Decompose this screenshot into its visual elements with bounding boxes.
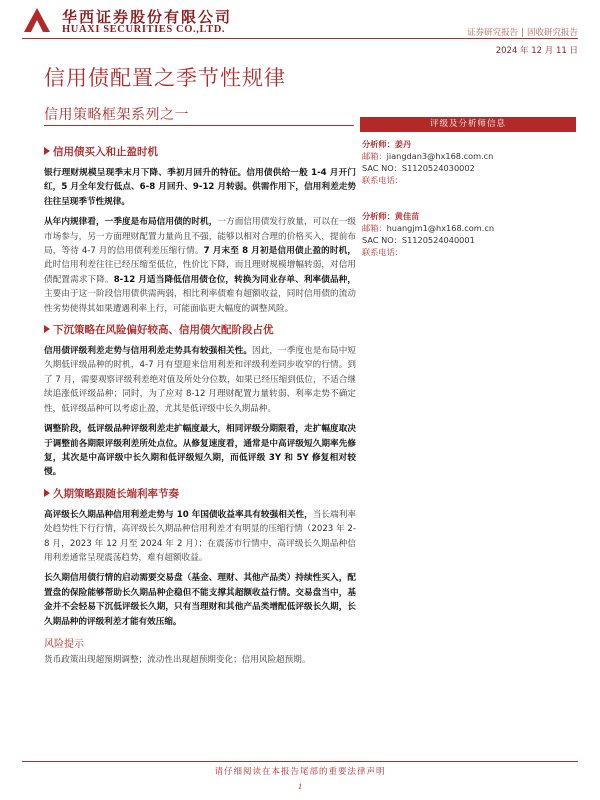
- body-text: 当长端利率处趋势性下行行情，高评级长久期品种信用利差才有明显的压缩行情（2023 年 2-8 月，2023 年 12 月至 2024 年 2 月）；在震荡市行情中，高评级长久期品种信用利差通常呈现震荡趋势，难有超额收益。: [44, 509, 356, 563]
- section-heading: [44, 486, 356, 501]
- analyst-name: 黄佳苗: [394, 211, 420, 221]
- triangle-bullet-icon: [44, 325, 50, 333]
- analyst-block-2: [360, 210, 576, 258]
- report-title: 信用债配置之季节性规律: [44, 66, 286, 90]
- sidebar-header: 评级及分析师信息: [360, 117, 576, 132]
- emphasis-text: 从年内规律看，一季度是布局信用债的时机，: [44, 217, 218, 228]
- company-name-cn: 华西证券股份有限公司: [62, 8, 233, 26]
- body-text: 一方面信用债发行放量，可以在一级市场参与，另一方面理财配置力量尚且不强，能够以相对合理的价格买入，提前布局，等待 4-7 月的信用债利差压缩行情。: [44, 217, 356, 257]
- risk-heading: 风险提示: [44, 638, 84, 650]
- emphasis-text: 长久期信用债行情的启动需要交易盘（基金、理财、其他产品类）持续性买入，配置盘的保险能够帮助长久期品种企稳但不能支撑其超额收益行情。交易盘当中，基金并不会轻易下沉低评级长久期，只有当理财和其他产品类增配低评级长久期，长久期品种的评级利差才能有效压缩。: [44, 573, 356, 627]
- body-paragraph: [44, 166, 356, 209]
- analyst-sac: SAC NO：S1120524040001: [362, 235, 475, 245]
- analyst-email: huangjm1@hx168.com.cn: [386, 223, 495, 233]
- company-name-en: HUAXI SECURITIES CO.,LTD.: [62, 24, 226, 35]
- main-content: [44, 138, 356, 673]
- report-type: 证券研究报告 | 固收研究报告: [467, 28, 578, 38]
- section-heading: [44, 322, 356, 337]
- report-type-1: 证券研究报告: [467, 28, 519, 38]
- page-number: 1: [297, 781, 303, 791]
- body-paragraph: [44, 422, 356, 480]
- footer-divider: [22, 761, 578, 762]
- triangle-bullet-icon: [44, 147, 50, 155]
- body-text: 主要由于这一阶段信用债供需两弱，相比利率债难有超额收益，同时信用债的流动性劣势使得其如果遭遇利率上行，可能面临更大幅度的调整风险。: [44, 289, 356, 314]
- subtitle-divider: [44, 125, 354, 126]
- section-heading-text: 久期策略跟随长端利率节奏: [53, 487, 179, 500]
- report-subtitle: 信用策略框架系列之一: [44, 107, 189, 123]
- analyst-sac: SAC NO：S1120524030002: [362, 163, 475, 173]
- body-paragraph: [44, 344, 356, 416]
- triangle-bullet-icon: [44, 489, 50, 497]
- legal-notice: 请仔细阅读在本报告尾部的重要法律声明: [214, 767, 386, 777]
- analyst-label: 分析师：: [362, 139, 395, 149]
- body-text: 因此，一季度也是布局中短久期低评级品种的时机，4-7 月有望迎来信用利差和评级利差同步收窄的行情。到了 7 月，需要观察评级利差绝对值及所处分位数，如果已经压缩到低位，不适合继续追涨低评级品种；同时，为了应对 8-12 月理财配置力量转弱、利率走势不确定性，低评级品种可以考虑止盈，尤其是低评级中长久期品种。: [44, 346, 356, 414]
- emphasis-text: 7 月末至 8 月初是信用债止盈的时机，: [203, 246, 356, 257]
- report-type-2: 固收研究报告: [526, 28, 578, 38]
- analyst-email: jiangdan3@hx168.com.cn: [386, 151, 494, 161]
- emphasis-text: 调整阶段，低评级品种评级利差走扩幅度最大，相同评级分期限看，走扩幅度取决于调整前各期限评级利差所处点位。从修复速度看，通常是中高评级短久期率先修复，其次是中高评级中长久期和低评级短久期，而低评级 3Y 和 5Y 修复相对较慢。: [44, 424, 356, 478]
- email-label: 邮箱：: [362, 223, 387, 233]
- section-heading-text: 下沉策略在风险偏好较高、信用债欠配阶段占优: [53, 324, 274, 337]
- analyst-label: 分析师：: [362, 211, 395, 221]
- emphasis-text: 高评级长久期品种信用利差走势与 10 年国债收益率具有较强相关性，: [44, 509, 313, 520]
- huaxi-logo-icon: [22, 6, 52, 34]
- risk-text: 货币政策出现超预期调整；流动性出现超预期变化；信用风险超预期。: [44, 654, 311, 665]
- analyst-block-1: [360, 138, 576, 204]
- phone-label: 联系电话：: [362, 175, 403, 185]
- emphasis-text: 信用债评级利差走势与信用利差走势具有较强相关性。: [44, 346, 253, 357]
- body-text: 此时信用利差往往已经压缩至低位，性价比下降，而且理财规模增幅转弱，对信用债配置需求下降。: [44, 260, 356, 285]
- section-heading: [44, 144, 356, 159]
- body-paragraph: [44, 571, 356, 629]
- emphasis-text: 银行理财规模呈现季末月下降、季初月回升的特征。信用债供给一般 1-4 月开门红，5 月全年发行低点、6-8 月回升、9-12 月转弱。供需作用下，信用利差走势往往呈现季节性规律。: [44, 168, 356, 207]
- header-divider: [22, 38, 578, 39]
- body-paragraph: [44, 508, 356, 566]
- email-label: 邮箱：: [362, 151, 387, 161]
- section-heading-text: 信用债买入和止盈时机: [53, 146, 158, 158]
- report-date: 2024 年 12 月 11 日: [495, 46, 578, 56]
- emphasis-text: 8-12 月适当降低信用债仓位，转换为同业存单、利率债品种，: [113, 274, 356, 285]
- analyst-sidebar: [360, 117, 576, 258]
- phone-label: 联系电话：: [362, 247, 403, 257]
- body-paragraph: [44, 215, 356, 316]
- analyst-name: 姜丹: [394, 139, 412, 149]
